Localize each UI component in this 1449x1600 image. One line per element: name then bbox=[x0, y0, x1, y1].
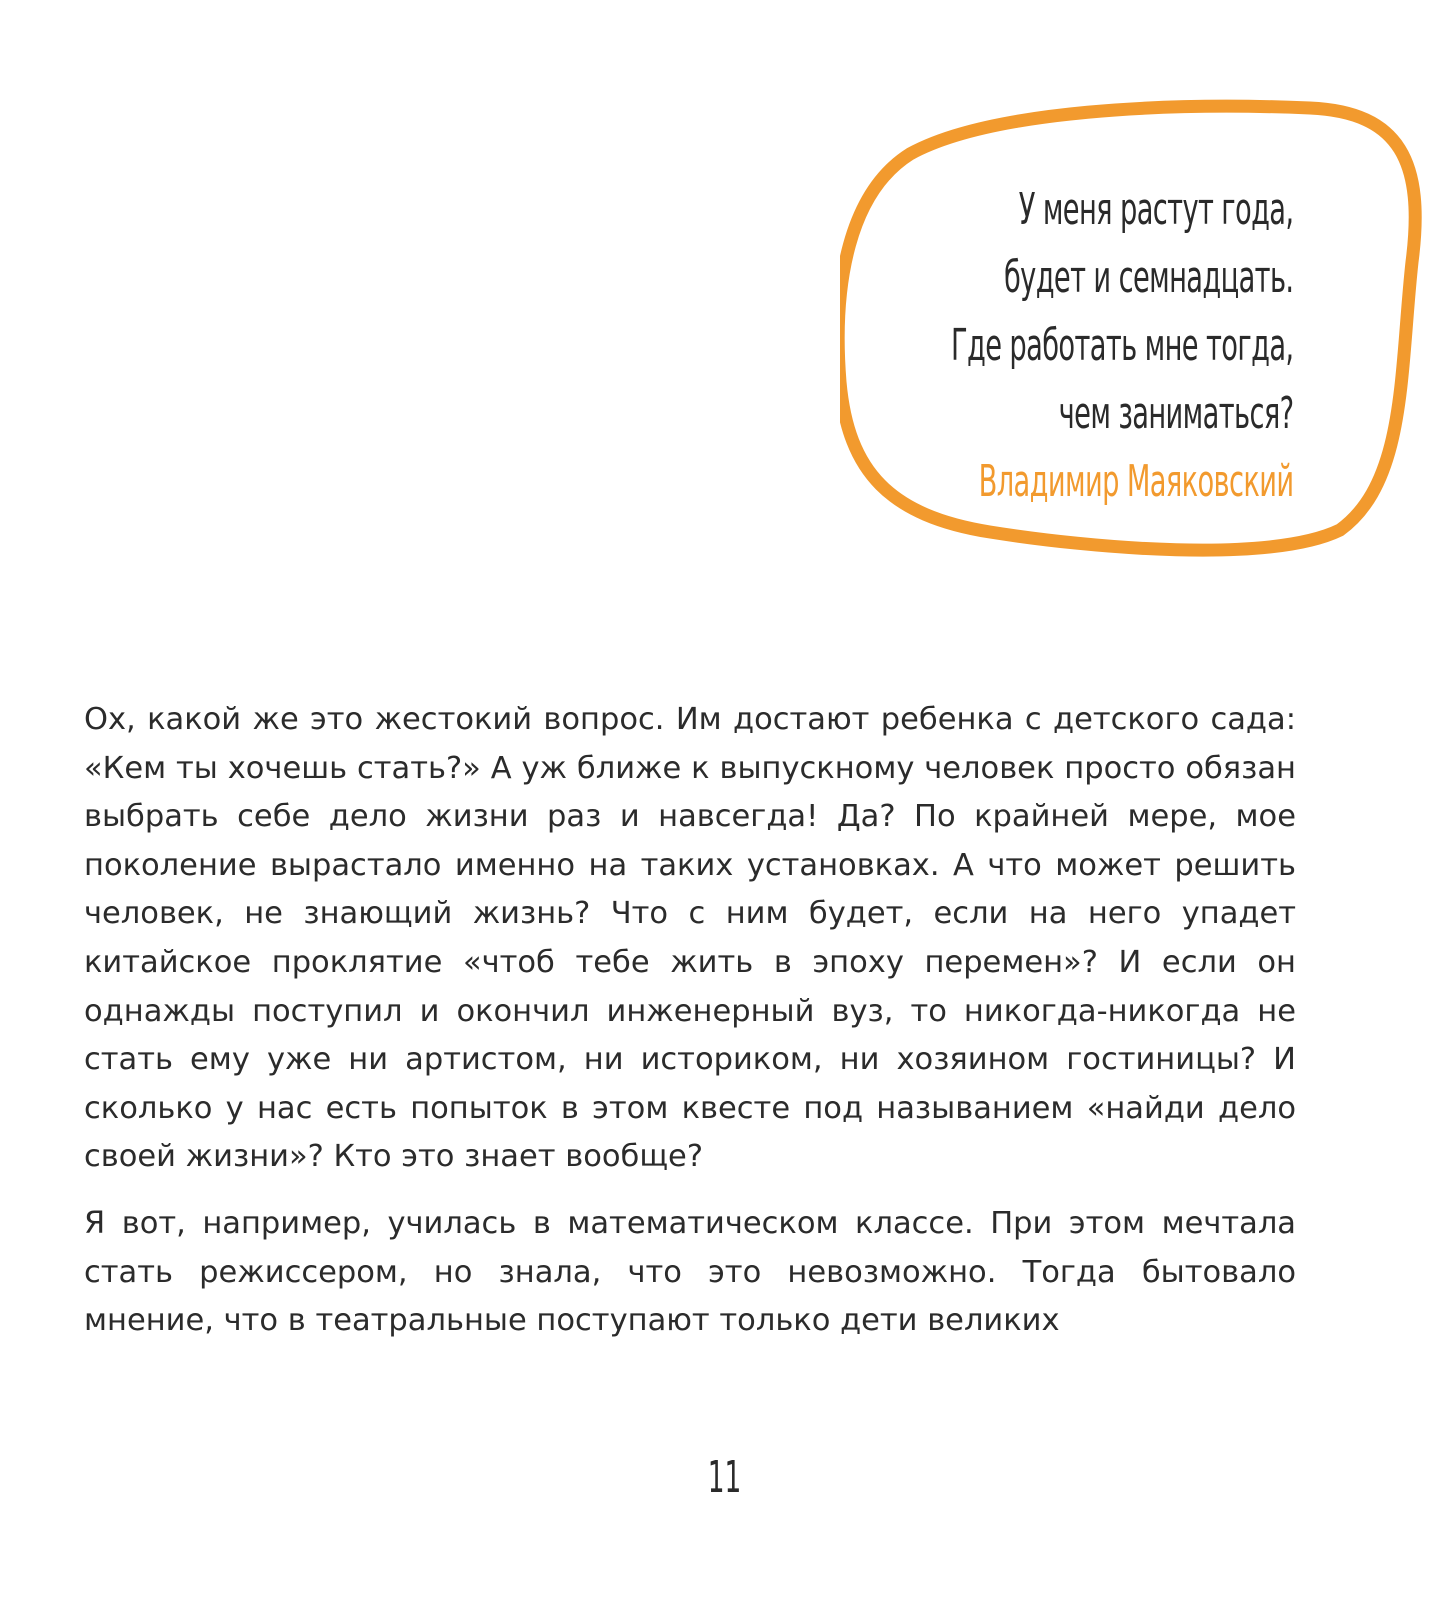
epigraph-line: будет и семнадцать. bbox=[1003, 252, 1293, 303]
epigraph-line: Где работать мне тогда, bbox=[950, 320, 1293, 371]
body-text bbox=[84, 696, 1296, 1346]
paragraph: Я вот, например, училась в математическом классе. При этом мечтала стать режиссером, но знала, что это невозможно. Тогда бытовало мнение, что в театральные поступают только дети великих bbox=[84, 1205, 1296, 1339]
epigraph-line: чем заниматься? bbox=[1058, 388, 1293, 439]
epigraph-line: У меня растут года, bbox=[1018, 184, 1293, 235]
page-number: 11 bbox=[707, 1452, 742, 1503]
epigraph-author: Владимир Маяковский bbox=[978, 456, 1293, 507]
paragraph: Ох, какой же это жестокий вопрос. Им достают ребенка с детского сада: «Кем ты хочешь стать?» А уж ближе к выпускному человек просто обязан выбрать себе дело жизни раз и навсегда! Да? По крайней мере, мое поколение вырастало именно на таких установках. А что может решить человек, не знающий жизнь? Что с ним будет, если на него упадет китайское проклятие «чтоб тебе жить в эпоху перемен»? И если он однажды поступил и окончил инженерный вуз, то никогда-никогда не стать ему уже ни артистом, ни историком, ни хозяином гостиницы? И сколько у нас есть попыток в этом квесте под называнием «найди дело своей жизни»? Кто это знает вообще? bbox=[84, 702, 1296, 1175]
epigraph-quote bbox=[950, 176, 1293, 516]
